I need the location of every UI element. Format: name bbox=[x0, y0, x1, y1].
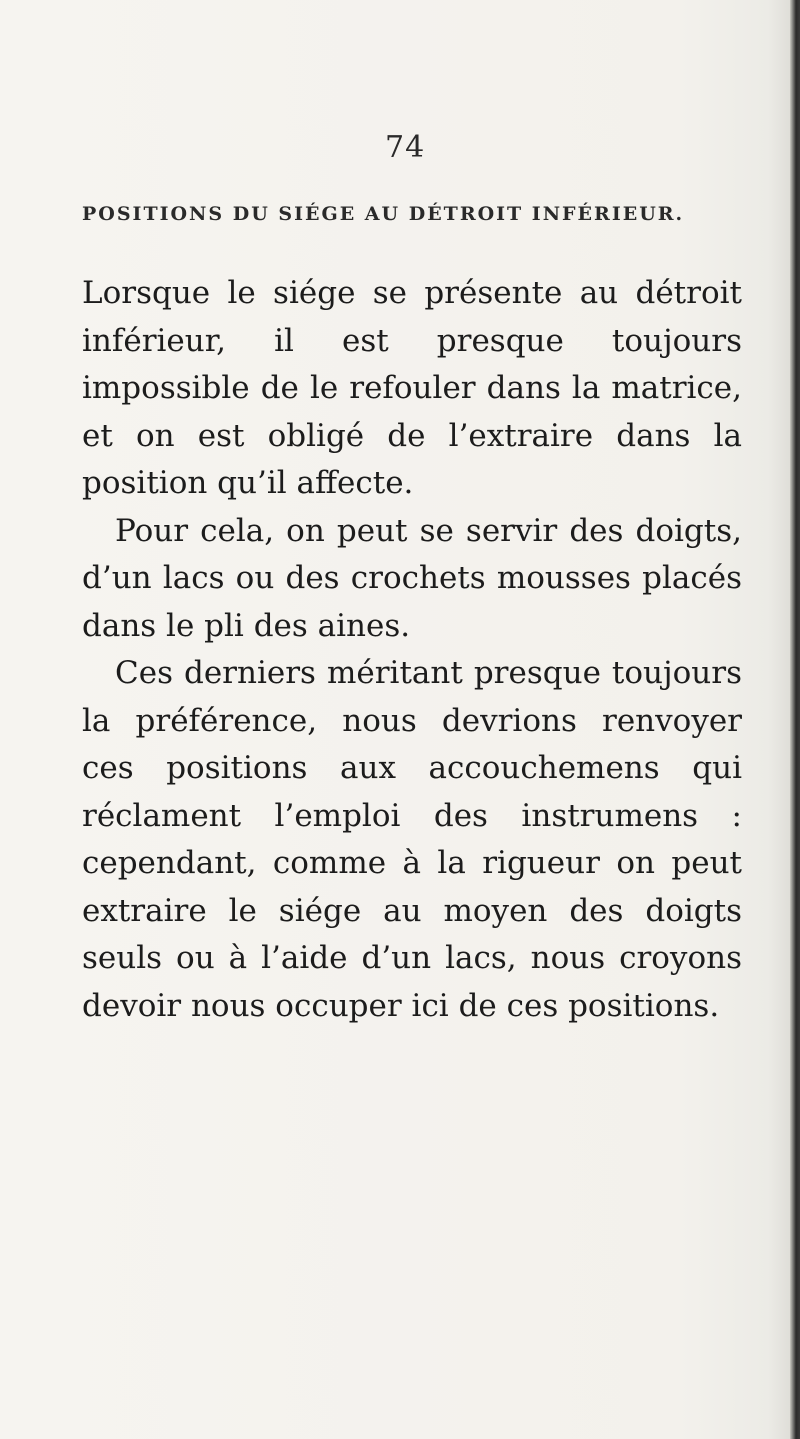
paragraph-2: Pour cela, on peut se servir des doigts, d’un lacs ou des crochets mousses placés dans le pli des aines. bbox=[82, 512, 742, 644]
running-head: POSITIONS DU SIÉGE AU DÉTROIT INFÉRIEUR. bbox=[82, 203, 685, 225]
paragraph-3: Ces derniers méritant presque toujours la préférence, nous devrions renvoyer ces positions aux accouchemens qui réclament l’emploi des instrumens : cependant, comme à la rigueur on peut extraire le siége au moyen des doigts seuls ou à l’aide d’un lacs, nous croyons devoir nous occuper ici de ces positions. bbox=[82, 655, 742, 1024]
page-number: 74 bbox=[385, 130, 426, 165]
body-text bbox=[82, 270, 742, 1030]
page-edge-shadow bbox=[790, 0, 800, 1439]
paragraph-1: Lorsque le siége se présente au détroit inférieur, il est presque toujours impossible de le refouler dans la matrice, et on est obligé de l’extraire dans la position qu’il affecte. bbox=[82, 275, 742, 501]
